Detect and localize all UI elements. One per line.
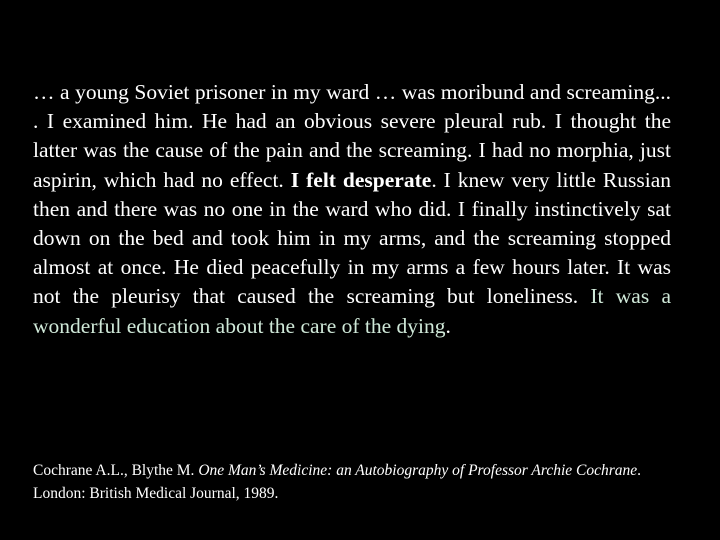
citation-authors: Cochrane A.L., Blythe M. <box>33 462 199 479</box>
citation-publisher: . London: British Medical Journal, 1989. <box>33 462 642 502</box>
quote-text-part2: . I knew very little Russian then and there was no one in the ward who did. I finally instinctively sat down on the bed and took him in my arms, and the screaming stopped almost at once. He died peacefully in my arms a few hours later. It was not the pleurisy that caused the screaming but loneliness. <box>33 167 672 309</box>
quote-highlight: It was a wonderful education about the care of the dying <box>33 284 671 338</box>
citation-title-rest: : an Autobiography of Professor Archie Cochrane <box>327 462 638 479</box>
citation-title-italic: One Man’s Medicine <box>198 462 328 479</box>
quote-emphasis: I felt desperate <box>290 167 432 192</box>
quote-end: . <box>445 313 451 338</box>
quote-text-part1: … a young Soviet prisoner in my ward … was moribund and screaming... . I examined him. He had an obvious severe pleural rub. I thought the latter was the cause of the pain and the screaming. I had no morphia, just aspirin, which had no effect. <box>33 80 671 192</box>
citation <box>33 459 693 505</box>
quote-paragraph <box>33 78 671 341</box>
